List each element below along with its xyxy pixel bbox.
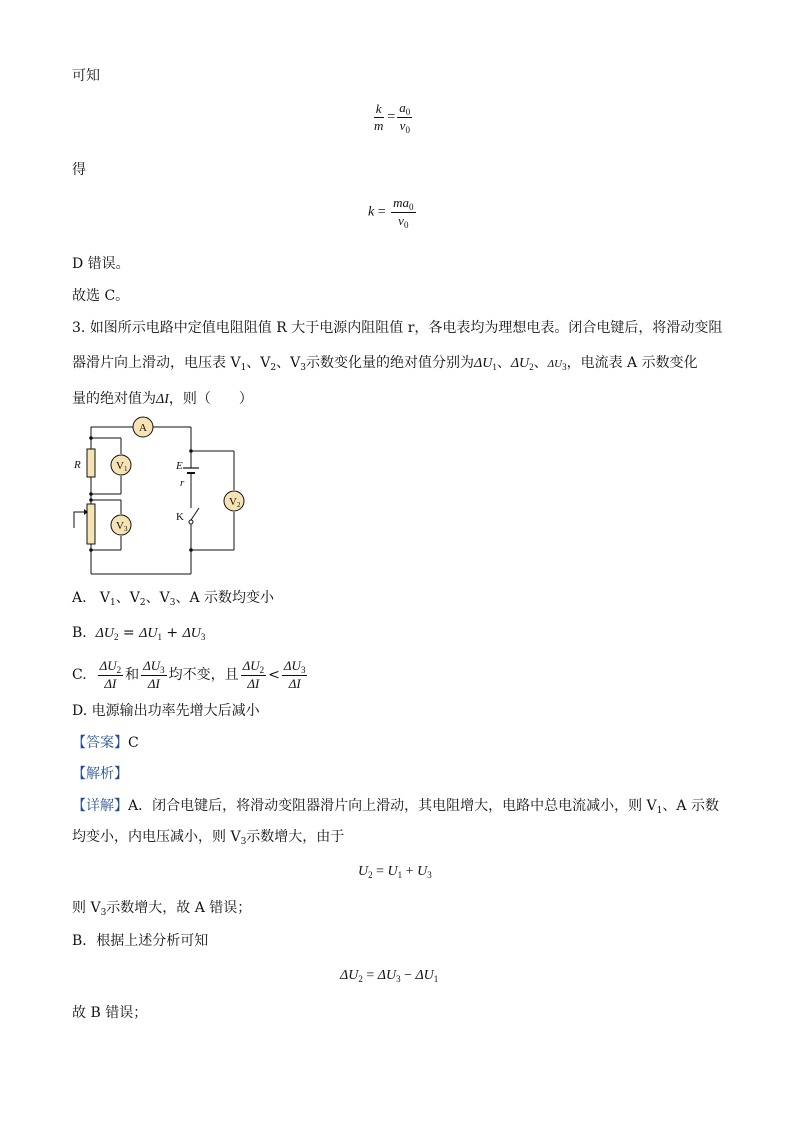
equation-k-over-m: $\frac{k}{m}$ = $\frac{a_0}{v_0}$ <box>374 100 411 135</box>
equation-u2: $U_2 = U_1 + U_3$ <box>358 864 432 880</box>
detail-line4: B．根据上述分析可知 <box>72 933 209 949</box>
text-de: 得 <box>72 162 86 178</box>
question-3-line1: 3. 如图所示电路中定值电阻阻值 R 大于电源内阻阻值 r，各电表均为理想电表。闭合电键后，将滑动变阻 <box>72 320 723 336</box>
option-c: C. $\frac{\Delta U_2}{\Delta I}$ 和 $\frac{\Delta U_3}{\Delta I}$ 均不变，且 $\frac{\Delta U_2}{\Delta I}$ < $\frac{\Delta U_3}{\Delta I}$ <box>72 658 306 691</box>
text-d-wrong: D 错误。 <box>72 256 130 272</box>
text-choose-c: 故选 C。 <box>72 288 130 304</box>
label-R: R <box>74 459 81 471</box>
answer: 【答案】C <box>72 735 139 751</box>
question-3-line3: 量的绝对值为ΔI，则（ ） <box>72 391 253 407</box>
option-d: D. 电源输出功率先增大后减小 <box>72 703 260 719</box>
label-E: E <box>176 460 183 472</box>
label-K: K <box>176 511 184 523</box>
detail-line2: 均变小，内电压减小，则 $V_3$示数增大，由于 <box>72 829 345 847</box>
circuit-diagram <box>70 416 250 580</box>
label-A: A <box>139 422 147 434</box>
equation-delta-u2: $\Delta U_2 = \Delta U_3 - \Delta U_1$ <box>340 968 439 984</box>
option-b: B. $\Delta U_2 = \Delta U_1 + \Delta U_3$ <box>72 625 206 642</box>
rheostat <box>87 504 95 544</box>
question-3-line2: 器滑片向上滑动，电压表 $V_1$、$V_2$、$V_3$示数变化量的绝对值分别为$\Delta U_1$、$\Delta U_2$、$\Delta U_3$，电流表 A 示数变化 <box>72 355 698 373</box>
detail-line1: 【详解】A．闭合电键后，将滑动变阻器滑片向上滑动，其电阻增大，电路中总电流减小，则 $V_1$、A 示数 <box>72 798 719 816</box>
analysis-tag: 【解析】 <box>72 766 128 782</box>
svg-text:V2: V2 <box>229 496 241 509</box>
svg-text:V1: V1 <box>116 460 128 473</box>
text-ke-zhi: 可知 <box>72 68 100 84</box>
option-a: A. $V_1$、$V_2$、$V_3$、A 示数均变小 <box>72 590 275 608</box>
detail-line5: 故 B 错误； <box>72 1005 148 1021</box>
svg-text:V3: V3 <box>116 520 128 533</box>
resistor-R <box>87 449 95 477</box>
label-r: r <box>180 477 185 489</box>
detail-line3: 则 $V_3$示数增大，故 A 错误； <box>72 900 252 918</box>
equation-k: k = $\frac{ma_0}{v_0}$ <box>368 195 414 230</box>
